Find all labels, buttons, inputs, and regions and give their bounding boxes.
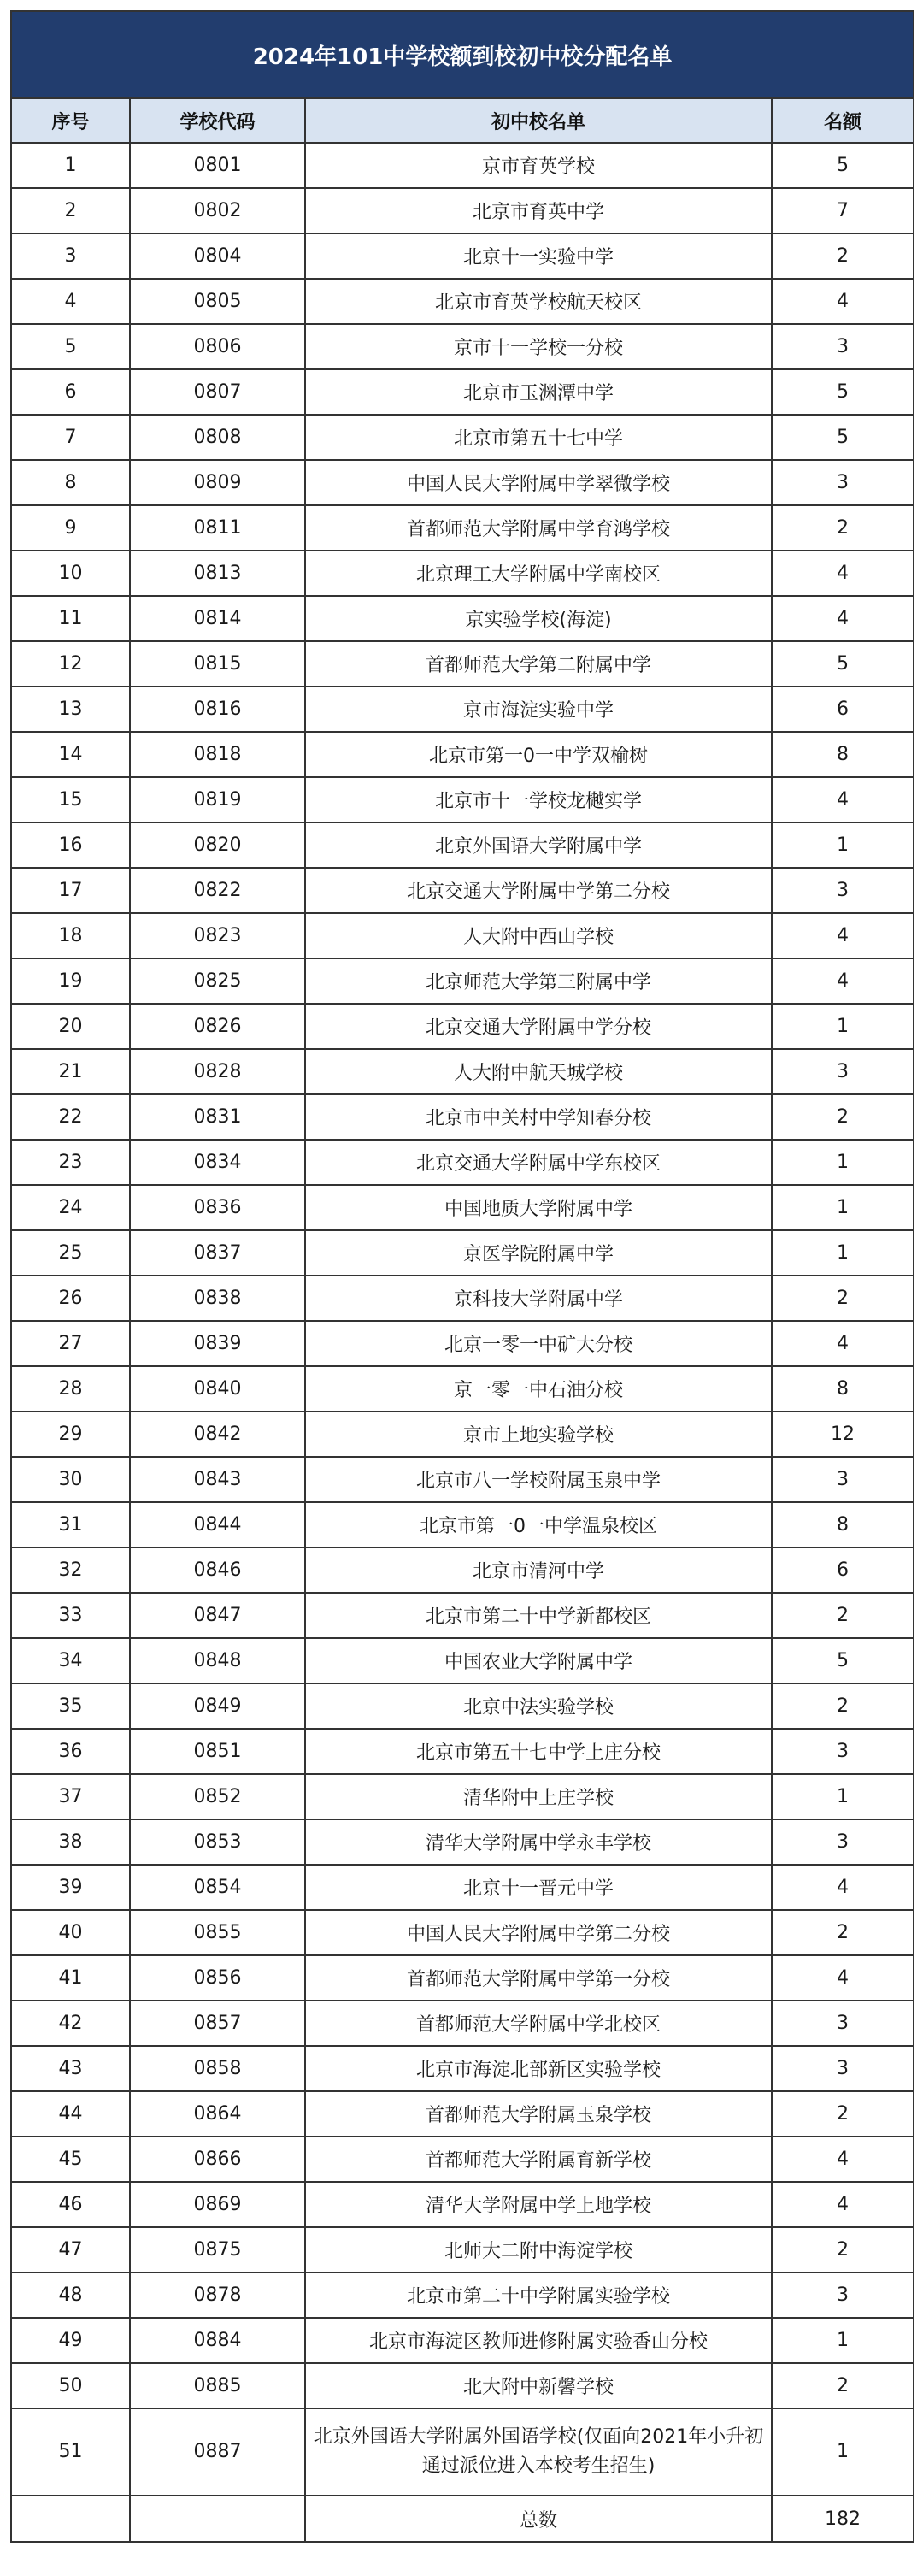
row-school-code: 0820: [130, 822, 305, 868]
row-school-code: 0802: [130, 188, 305, 233]
row-school-name: 北京市第二十中学新都校区: [305, 1593, 772, 1638]
row-index: 14: [11, 732, 130, 777]
row-school-name: 人大附中航天城学校: [305, 1049, 772, 1094]
row-quota: 3: [772, 2272, 914, 2318]
row-school-code: 0857: [130, 2001, 305, 2046]
row-school-code: 0823: [130, 913, 305, 958]
row-index: 9: [11, 505, 130, 551]
row-quota: 5: [772, 369, 914, 415]
table-row: [11, 777, 914, 822]
row-index: 20: [11, 1004, 130, 1049]
row-index: 5: [11, 324, 130, 369]
header-index: 序号: [11, 98, 130, 143]
row-school-name: 中国地质大学附属中学: [305, 1185, 772, 1230]
row-quota: 8: [772, 1502, 914, 1547]
row-school-code: 0878: [130, 2272, 305, 2318]
table-row: [11, 505, 914, 551]
row-school-name: 北京市第一0一中学温泉校区: [305, 1502, 772, 1547]
row-school-name: 北京市清河中学: [305, 1547, 772, 1593]
row-quota: 3: [772, 1819, 914, 1865]
row-quota: 3: [772, 2046, 914, 2091]
row-quota: 2: [772, 1094, 914, 1140]
row-index: 10: [11, 551, 130, 596]
row-quota: 3: [772, 868, 914, 913]
row-school-code: 0813: [130, 551, 305, 596]
row-school-name: 北京市第一0一中学双榆树: [305, 732, 772, 777]
row-index: 17: [11, 868, 130, 913]
row-index: 25: [11, 1230, 130, 1276]
row-index: 2: [11, 188, 130, 233]
row-index: 3: [11, 233, 130, 279]
row-quota: 2: [772, 2227, 914, 2272]
row-index: 6: [11, 369, 130, 415]
row-index: 36: [11, 1729, 130, 1774]
row-school-name: 京科技大学附属中学: [305, 1276, 772, 1321]
row-quota: 4: [772, 777, 914, 822]
row-quota: 2: [772, 2363, 914, 2408]
row-quota: 4: [772, 1955, 914, 2001]
row-school-code: 0840: [130, 1366, 305, 1412]
row-school-name: 京实验学校(海淀): [305, 596, 772, 641]
row-index: 26: [11, 1276, 130, 1321]
row-quota: 4: [772, 913, 914, 958]
row-index: 16: [11, 822, 130, 868]
row-school-name: 京医学院附属中学: [305, 1230, 772, 1276]
row-quota: 2: [772, 1276, 914, 1321]
allocation-sheet: [10, 10, 913, 2543]
row-school-name: 北京市海淀区教师进修附属实验香山分校: [305, 2318, 772, 2363]
row-school-name: 首都师范大学第二附属中学: [305, 641, 772, 687]
row-school-code: 0858: [130, 2046, 305, 2091]
row-school-code: 0825: [130, 958, 305, 1004]
row-school-name: 北京市八一学校附属玉泉中学: [305, 1457, 772, 1502]
row-quota: 7: [772, 188, 914, 233]
table-row: [11, 2182, 914, 2227]
row-index: 41: [11, 1955, 130, 2001]
row-school-code: 0837: [130, 1230, 305, 1276]
row-quota: 2: [772, 505, 914, 551]
table-row: [11, 1094, 914, 1140]
row-quota: 3: [772, 324, 914, 369]
row-school-code: 0818: [130, 732, 305, 777]
row-school-code: 0806: [130, 324, 305, 369]
title-row: [11, 11, 914, 98]
row-quota: 4: [772, 596, 914, 641]
table-row: [11, 369, 914, 415]
table-row: [11, 1049, 914, 1094]
row-index: 28: [11, 1366, 130, 1412]
row-quota: 5: [772, 641, 914, 687]
row-index: 29: [11, 1412, 130, 1457]
row-school-code: 0869: [130, 2182, 305, 2227]
table-body: [11, 143, 914, 2496]
table-row: [11, 551, 914, 596]
table-row: [11, 1457, 914, 1502]
row-school-name: 北京市第二十中学附属实验学校: [305, 2272, 772, 2318]
table-row: [11, 1366, 914, 1412]
row-quota: 3: [772, 1049, 914, 1094]
total-blank-1: [11, 2496, 130, 2542]
row-school-code: 0851: [130, 1729, 305, 1774]
table-row: [11, 1865, 914, 1910]
row-index: 37: [11, 1774, 130, 1819]
row-quota: 2: [772, 1910, 914, 1955]
table-row: [11, 641, 914, 687]
row-school-name: 北京师范大学第三附属中学: [305, 958, 772, 1004]
row-school-name: 北京理工大学附属中学南校区: [305, 551, 772, 596]
row-index: 48: [11, 2272, 130, 2318]
row-quota: 6: [772, 687, 914, 732]
row-index: 7: [11, 415, 130, 460]
row-index: 15: [11, 777, 130, 822]
row-quota: 4: [772, 279, 914, 324]
row-school-code: 0866: [130, 2137, 305, 2182]
row-index: 27: [11, 1321, 130, 1366]
table-row: [11, 1230, 914, 1276]
row-school-code: 0822: [130, 868, 305, 913]
row-school-name: 京市上地实验学校: [305, 1412, 772, 1457]
row-quota: 2: [772, 1593, 914, 1638]
row-quota: 4: [772, 1865, 914, 1910]
row-school-name: 北京一零一中矿大分校: [305, 1321, 772, 1366]
row-index: 49: [11, 2318, 130, 2363]
table-title: 2024年101中学校额到校初中校分配名单: [11, 11, 914, 98]
row-school-name: 京市十一学校一分校: [305, 324, 772, 369]
row-school-code: 0856: [130, 1955, 305, 2001]
row-school-name: 首都师范大学附属中学第一分校: [305, 1955, 772, 2001]
row-school-code: 0839: [130, 1321, 305, 1366]
table-row: [11, 913, 914, 958]
row-quota: 8: [772, 732, 914, 777]
row-quota: 4: [772, 2182, 914, 2227]
table-row: [11, 324, 914, 369]
table-row: [11, 1140, 914, 1185]
row-index: 35: [11, 1683, 130, 1729]
row-school-code: 0816: [130, 687, 305, 732]
header-school-name: 初中校名单: [305, 98, 772, 143]
row-quota: 2: [772, 233, 914, 279]
row-school-code: 0887: [130, 2408, 305, 2496]
row-index: 22: [11, 1094, 130, 1140]
table-row: [11, 1910, 914, 1955]
row-school-name: 清华附中上庄学校: [305, 1774, 772, 1819]
row-index: 42: [11, 2001, 130, 2046]
total-row: [11, 2496, 914, 2542]
row-school-name: 中国人民大学附属中学翠微学校: [305, 460, 772, 505]
row-index: 31: [11, 1502, 130, 1547]
row-index: 11: [11, 596, 130, 641]
row-index: 39: [11, 1865, 130, 1910]
row-quota: 1: [772, 2318, 914, 2363]
row-school-name: 北京十一晋元中学: [305, 1865, 772, 1910]
row-school-name: 京市海淀实验中学: [305, 687, 772, 732]
table-row: [11, 1593, 914, 1638]
table-row: [11, 2227, 914, 2272]
row-school-code: 0808: [130, 415, 305, 460]
row-school-code: 0846: [130, 1547, 305, 1593]
table-row: [11, 233, 914, 279]
row-quota: 1: [772, 1140, 914, 1185]
row-index: 4: [11, 279, 130, 324]
table-row: [11, 1638, 914, 1683]
row-index: 51: [11, 2408, 130, 2496]
row-school-name: 北京市第五十七中学: [305, 415, 772, 460]
table-row: [11, 1004, 914, 1049]
row-school-name: 人大附中西山学校: [305, 913, 772, 958]
table-row: [11, 2272, 914, 2318]
row-index: 19: [11, 958, 130, 1004]
row-quota: 3: [772, 2001, 914, 2046]
row-school-code: 0843: [130, 1457, 305, 1502]
table-row: [11, 868, 914, 913]
row-index: 40: [11, 1910, 130, 1955]
table-row: [11, 1412, 914, 1457]
row-school-code: 0838: [130, 1276, 305, 1321]
row-index: 45: [11, 2137, 130, 2182]
table-row: [11, 143, 914, 188]
row-quota: 3: [772, 1457, 914, 1502]
table-row: [11, 2001, 914, 2046]
table-row: [11, 2318, 914, 2363]
row-school-name: 首都师范大学附属玉泉学校: [305, 2091, 772, 2137]
row-school-name: 北京市育英中学: [305, 188, 772, 233]
row-school-name: 北京交通大学附属中学东校区: [305, 1140, 772, 1185]
row-index: 44: [11, 2091, 130, 2137]
table-row: [11, 415, 914, 460]
row-school-name: 首都师范大学附属中学育鸿学校: [305, 505, 772, 551]
row-school-code: 0801: [130, 143, 305, 188]
row-quota: 4: [772, 2137, 914, 2182]
table-row: [11, 1819, 914, 1865]
row-index: 34: [11, 1638, 130, 1683]
row-school-code: 0826: [130, 1004, 305, 1049]
table-row: [11, 1321, 914, 1366]
row-school-name: 首都师范大学附属育新学校: [305, 2137, 772, 2182]
row-school-code: 0819: [130, 777, 305, 822]
row-index: 30: [11, 1457, 130, 1502]
table-row: [11, 732, 914, 777]
table-row: [11, 2046, 914, 2091]
row-index: 24: [11, 1185, 130, 1230]
table-row: [11, 1276, 914, 1321]
row-quota: 5: [772, 1638, 914, 1683]
row-quota: 3: [772, 1729, 914, 1774]
header-quota: 名额: [772, 98, 914, 143]
row-school-code: 0807: [130, 369, 305, 415]
row-quota: 1: [772, 1774, 914, 1819]
table-row: [11, 1774, 914, 1819]
row-school-code: 0842: [130, 1412, 305, 1457]
row-school-name: 北京市第五十七中学上庄分校: [305, 1729, 772, 1774]
row-quota: 4: [772, 551, 914, 596]
row-quota: 1: [772, 822, 914, 868]
row-school-name: 北京市海淀北部新区实验学校: [305, 2046, 772, 2091]
row-quota: 12: [772, 1412, 914, 1457]
table-row: [11, 1955, 914, 2001]
row-school-name: 清华大学附属中学上地学校: [305, 2182, 772, 2227]
row-school-name: 北大附中新馨学校: [305, 2363, 772, 2408]
row-index: 12: [11, 641, 130, 687]
total-value: 182: [772, 2496, 914, 2542]
table-row: [11, 1502, 914, 1547]
row-quota: 4: [772, 1321, 914, 1366]
row-school-code: 0831: [130, 1094, 305, 1140]
row-quota: 6: [772, 1547, 914, 1593]
table-row: [11, 2363, 914, 2408]
table-row: [11, 1547, 914, 1593]
row-school-code: 0853: [130, 1819, 305, 1865]
row-index: 38: [11, 1819, 130, 1865]
row-school-code: 0852: [130, 1774, 305, 1819]
row-school-name: 首都师范大学附属中学北校区: [305, 2001, 772, 2046]
row-school-code: 0875: [130, 2227, 305, 2272]
row-index: 32: [11, 1547, 130, 1593]
row-school-name: 北京交通大学附属中学分校: [305, 1004, 772, 1049]
row-school-code: 0849: [130, 1683, 305, 1729]
table-row: [11, 2091, 914, 2137]
row-school-code: 0884: [130, 2318, 305, 2363]
row-school-name: 北师大二附中海淀学校: [305, 2227, 772, 2272]
row-school-code: 0836: [130, 1185, 305, 1230]
row-index: 21: [11, 1049, 130, 1094]
row-school-code: 0804: [130, 233, 305, 279]
total-label: 总数: [305, 2496, 772, 2542]
table-row: [11, 596, 914, 641]
row-quota: 1: [772, 1004, 914, 1049]
total-blank-2: [130, 2496, 305, 2542]
row-school-name: 北京市玉渊潭中学: [305, 369, 772, 415]
row-school-code: 0844: [130, 1502, 305, 1547]
row-school-name: 京市育英学校: [305, 143, 772, 188]
row-school-code: 0834: [130, 1140, 305, 1185]
row-index: 46: [11, 2182, 130, 2227]
allocation-table: [10, 10, 914, 2543]
row-quota: 1: [772, 2408, 914, 2496]
row-index: 18: [11, 913, 130, 958]
row-school-name: 北京交通大学附属中学第二分校: [305, 868, 772, 913]
row-quota: 2: [772, 1683, 914, 1729]
row-school-name: 京一零一中石油分校: [305, 1366, 772, 1412]
row-index: 13: [11, 687, 130, 732]
table-row: [11, 2137, 914, 2182]
table-row: [11, 687, 914, 732]
row-quota: 3: [772, 460, 914, 505]
table-row: [11, 279, 914, 324]
row-quota: 2: [772, 2091, 914, 2137]
row-index: 50: [11, 2363, 130, 2408]
row-quota: 5: [772, 143, 914, 188]
row-school-name: 北京中法实验学校: [305, 1683, 772, 1729]
row-school-name: 北京外国语大学附属中学: [305, 822, 772, 868]
row-index: 1: [11, 143, 130, 188]
row-school-code: 0885: [130, 2363, 305, 2408]
row-quota: 5: [772, 415, 914, 460]
row-quota: 4: [772, 958, 914, 1004]
row-index: 47: [11, 2227, 130, 2272]
row-school-name: 北京十一实验中学: [305, 233, 772, 279]
row-school-code: 0814: [130, 596, 305, 641]
row-school-code: 0828: [130, 1049, 305, 1094]
row-school-name: 中国农业大学附属中学: [305, 1638, 772, 1683]
row-school-code: 0811: [130, 505, 305, 551]
table-row: [11, 1729, 914, 1774]
table-row: [11, 958, 914, 1004]
row-school-code: 0847: [130, 1593, 305, 1638]
row-index: 8: [11, 460, 130, 505]
row-quota: 1: [772, 1185, 914, 1230]
header-school-code: 学校代码: [130, 98, 305, 143]
row-school-name: 北京市育英学校航天校区: [305, 279, 772, 324]
row-school-name: 北京市十一学校龙樾实学: [305, 777, 772, 822]
table-row: [11, 2408, 914, 2496]
row-school-name: 清华大学附属中学永丰学校: [305, 1819, 772, 1865]
header-row: [11, 98, 914, 143]
row-index: 33: [11, 1593, 130, 1638]
row-index: 23: [11, 1140, 130, 1185]
row-school-code: 0809: [130, 460, 305, 505]
row-school-code: 0815: [130, 641, 305, 687]
table-row: [11, 822, 914, 868]
row-school-name: 北京市中关村中学知春分校: [305, 1094, 772, 1140]
row-quota: 8: [772, 1366, 914, 1412]
row-school-code: 0848: [130, 1638, 305, 1683]
row-quota: 1: [772, 1230, 914, 1276]
row-index: 43: [11, 2046, 130, 2091]
row-school-name: 北京外国语大学附属外国语学校(仅面向2021年小升初通过派位进入本校考生招生): [305, 2408, 772, 2496]
row-school-name: 中国人民大学附属中学第二分校: [305, 1910, 772, 1955]
row-school-code: 0855: [130, 1910, 305, 1955]
table-row: [11, 1185, 914, 1230]
row-school-code: 0864: [130, 2091, 305, 2137]
table-row: [11, 460, 914, 505]
table-row: [11, 1683, 914, 1729]
table-row: [11, 188, 914, 233]
row-school-code: 0854: [130, 1865, 305, 1910]
row-school-code: 0805: [130, 279, 305, 324]
